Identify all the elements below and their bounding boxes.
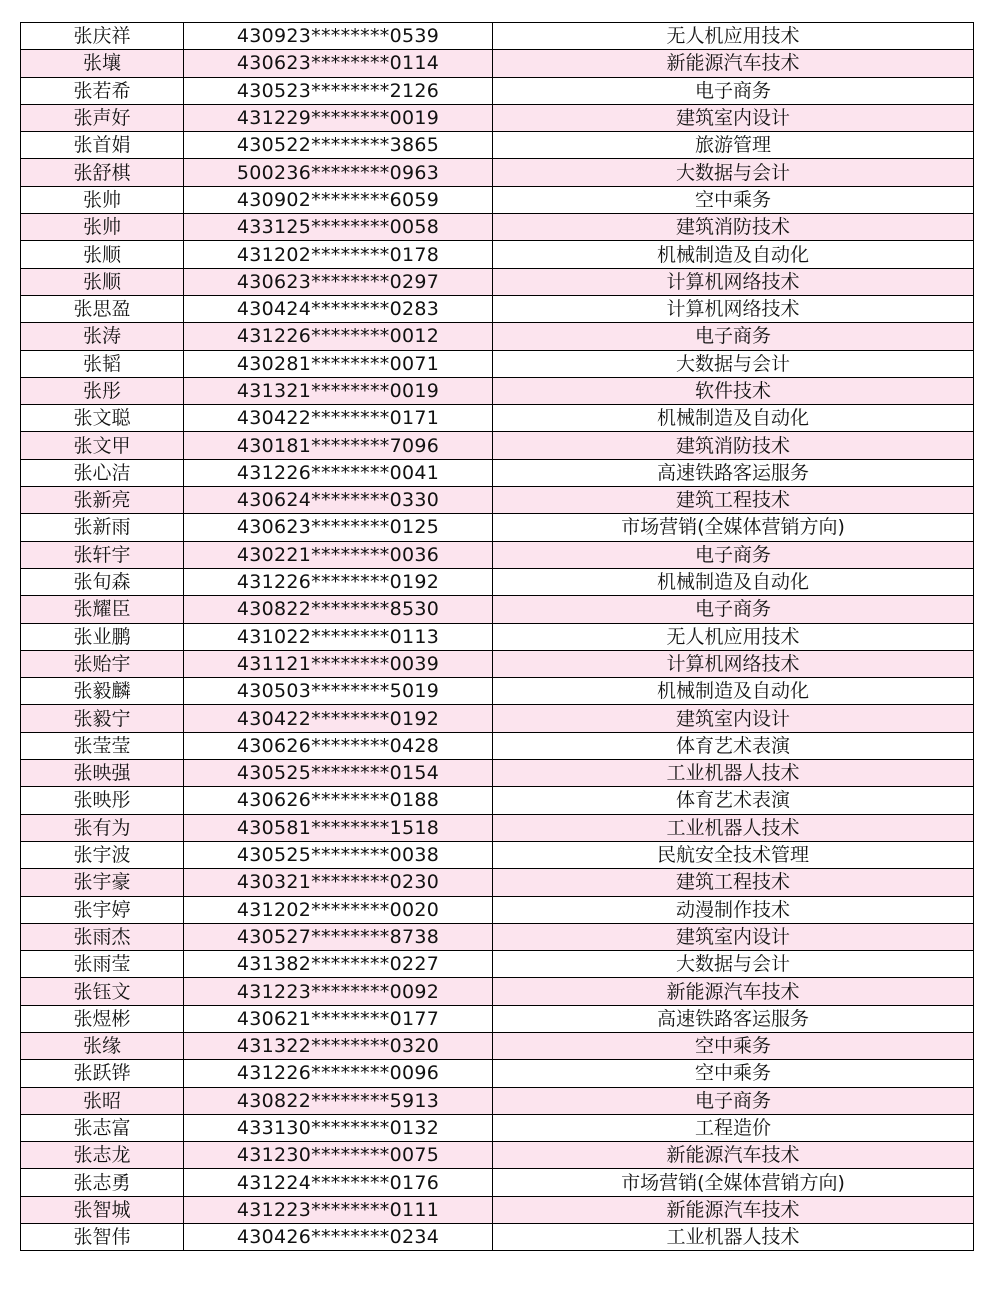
major-cell: 动漫制作技术 bbox=[493, 896, 974, 923]
student-name-cell: 张首娟 bbox=[21, 132, 184, 159]
id-number-cell: 431226********0192 bbox=[184, 568, 493, 595]
table-row bbox=[21, 1224, 974, 1251]
table-row bbox=[21, 186, 974, 213]
major-cell: 电子商务 bbox=[493, 323, 974, 350]
table-row bbox=[21, 1169, 974, 1196]
id-number-cell: 430626********0188 bbox=[184, 787, 493, 814]
id-number-cell: 430525********0154 bbox=[184, 760, 493, 787]
student-name-cell: 张思盈 bbox=[21, 295, 184, 322]
id-number-cell: 430623********0114 bbox=[184, 50, 493, 77]
id-number-cell: 430424********0283 bbox=[184, 295, 493, 322]
student-name-cell: 张舒棋 bbox=[21, 159, 184, 186]
table-row bbox=[21, 568, 974, 595]
major-cell: 工程造价 bbox=[493, 1114, 974, 1141]
table-row bbox=[21, 50, 974, 77]
id-number-cell: 430822********8530 bbox=[184, 596, 493, 623]
id-number-cell: 433130********0132 bbox=[184, 1114, 493, 1141]
table-row bbox=[21, 487, 974, 514]
student-name-cell: 张涛 bbox=[21, 323, 184, 350]
table-row bbox=[21, 841, 974, 868]
table-row bbox=[21, 678, 974, 705]
major-cell: 市场营销(全媒体营销方向) bbox=[493, 1169, 974, 1196]
student-name-cell: 张智伟 bbox=[21, 1224, 184, 1251]
table-row bbox=[21, 596, 974, 623]
major-cell: 建筑工程技术 bbox=[493, 487, 974, 514]
major-cell: 体育艺术表演 bbox=[493, 732, 974, 759]
id-number-cell: 430426********0234 bbox=[184, 1224, 493, 1251]
table-row bbox=[21, 132, 974, 159]
id-number-cell: 431202********0178 bbox=[184, 241, 493, 268]
major-cell: 机械制造及自动化 bbox=[493, 678, 974, 705]
student-name-cell: 张志勇 bbox=[21, 1169, 184, 1196]
major-cell: 建筑室内设计 bbox=[493, 705, 974, 732]
student-name-cell: 张钰文 bbox=[21, 978, 184, 1005]
major-cell: 计算机网络技术 bbox=[493, 295, 974, 322]
id-number-cell: 430321********0230 bbox=[184, 869, 493, 896]
id-number-cell: 431223********0092 bbox=[184, 978, 493, 1005]
table-row bbox=[21, 1114, 974, 1141]
major-cell: 建筑室内设计 bbox=[493, 104, 974, 131]
major-cell: 电子商务 bbox=[493, 1087, 974, 1114]
table-row bbox=[21, 650, 974, 677]
student-name-cell: 张文聪 bbox=[21, 405, 184, 432]
major-cell: 高速铁路客运服务 bbox=[493, 459, 974, 486]
student-name-cell: 张毅麟 bbox=[21, 678, 184, 705]
student-name-cell: 张宇豪 bbox=[21, 869, 184, 896]
id-number-cell: 430581********1518 bbox=[184, 814, 493, 841]
major-cell: 建筑消防技术 bbox=[493, 432, 974, 459]
student-name-cell: 张雨杰 bbox=[21, 923, 184, 950]
major-cell: 空中乘务 bbox=[493, 186, 974, 213]
major-cell: 工业机器人技术 bbox=[493, 814, 974, 841]
student-name-cell: 张雨莹 bbox=[21, 951, 184, 978]
table-row bbox=[21, 732, 974, 759]
table-row bbox=[21, 787, 974, 814]
student-name-cell: 张顺 bbox=[21, 268, 184, 295]
student-name-cell: 张旬森 bbox=[21, 568, 184, 595]
table-row bbox=[21, 104, 974, 131]
id-number-cell: 430181********7096 bbox=[184, 432, 493, 459]
student-name-cell: 张顺 bbox=[21, 241, 184, 268]
table-row bbox=[21, 214, 974, 241]
major-cell: 新能源汽车技术 bbox=[493, 1196, 974, 1223]
table-row bbox=[21, 1032, 974, 1059]
id-number-cell: 430621********0177 bbox=[184, 1005, 493, 1032]
table-row bbox=[21, 978, 974, 1005]
major-cell: 高速铁路客运服务 bbox=[493, 1005, 974, 1032]
student-name-cell: 张帅 bbox=[21, 186, 184, 213]
table-row bbox=[21, 896, 974, 923]
student-name-cell: 张彤 bbox=[21, 377, 184, 404]
table-row bbox=[21, 623, 974, 650]
table-row bbox=[21, 432, 974, 459]
major-cell: 电子商务 bbox=[493, 77, 974, 104]
id-number-cell: 430503********5019 bbox=[184, 678, 493, 705]
student-name-cell: 张智城 bbox=[21, 1196, 184, 1223]
major-cell: 空中乘务 bbox=[493, 1032, 974, 1059]
student-name-cell: 张心洁 bbox=[21, 459, 184, 486]
major-cell: 新能源汽车技术 bbox=[493, 50, 974, 77]
student-name-cell: 张新亮 bbox=[21, 487, 184, 514]
table-row bbox=[21, 159, 974, 186]
student-name-cell: 张文甲 bbox=[21, 432, 184, 459]
table-row bbox=[21, 541, 974, 568]
id-number-cell: 431226********0096 bbox=[184, 1060, 493, 1087]
student-name-cell: 张若希 bbox=[21, 77, 184, 104]
student-name-cell: 张新雨 bbox=[21, 514, 184, 541]
id-number-cell: 430422********0171 bbox=[184, 405, 493, 432]
student-name-cell: 张志富 bbox=[21, 1114, 184, 1141]
id-number-cell: 430623********0125 bbox=[184, 514, 493, 541]
table-row bbox=[21, 814, 974, 841]
table-row bbox=[21, 1060, 974, 1087]
table-row bbox=[21, 923, 974, 950]
major-cell: 新能源汽车技术 bbox=[493, 1142, 974, 1169]
roster-body bbox=[21, 23, 974, 1251]
student-name-cell: 张声好 bbox=[21, 104, 184, 131]
student-name-cell: 张庆祥 bbox=[21, 23, 184, 50]
major-cell: 体育艺术表演 bbox=[493, 787, 974, 814]
id-number-cell: 431202********0020 bbox=[184, 896, 493, 923]
student-name-cell: 张韬 bbox=[21, 350, 184, 377]
table-row bbox=[21, 268, 974, 295]
table-row bbox=[21, 869, 974, 896]
id-number-cell: 430626********0428 bbox=[184, 732, 493, 759]
table-row bbox=[21, 951, 974, 978]
major-cell: 无人机应用技术 bbox=[493, 623, 974, 650]
major-cell: 机械制造及自动化 bbox=[493, 241, 974, 268]
id-number-cell: 430221********0036 bbox=[184, 541, 493, 568]
major-cell: 大数据与会计 bbox=[493, 350, 974, 377]
major-cell: 软件技术 bbox=[493, 377, 974, 404]
id-number-cell: 430527********8738 bbox=[184, 923, 493, 950]
major-cell: 工业机器人技术 bbox=[493, 1224, 974, 1251]
major-cell: 电子商务 bbox=[493, 596, 974, 623]
id-number-cell: 430923********0539 bbox=[184, 23, 493, 50]
table-row bbox=[21, 377, 974, 404]
student-name-cell: 张毅宁 bbox=[21, 705, 184, 732]
table-row bbox=[21, 1196, 974, 1223]
id-number-cell: 500236********0963 bbox=[184, 159, 493, 186]
id-number-cell: 430624********0330 bbox=[184, 487, 493, 514]
id-number-cell: 431230********0075 bbox=[184, 1142, 493, 1169]
major-cell: 大数据与会计 bbox=[493, 159, 974, 186]
major-cell: 大数据与会计 bbox=[493, 951, 974, 978]
student-name-cell: 张煜彬 bbox=[21, 1005, 184, 1032]
major-cell: 民航安全技术管理 bbox=[493, 841, 974, 868]
id-number-cell: 430822********5913 bbox=[184, 1087, 493, 1114]
table-row bbox=[21, 705, 974, 732]
table-row bbox=[21, 23, 974, 50]
id-number-cell: 431229********0019 bbox=[184, 104, 493, 131]
id-number-cell: 431382********0227 bbox=[184, 951, 493, 978]
table-row bbox=[21, 350, 974, 377]
table-row bbox=[21, 459, 974, 486]
student-name-cell: 张志龙 bbox=[21, 1142, 184, 1169]
table-row bbox=[21, 77, 974, 104]
student-name-cell: 张轩宇 bbox=[21, 541, 184, 568]
student-name-cell: 张贻宇 bbox=[21, 650, 184, 677]
major-cell: 计算机网络技术 bbox=[493, 650, 974, 677]
table-row bbox=[21, 241, 974, 268]
id-number-cell: 431321********0019 bbox=[184, 377, 493, 404]
table-row bbox=[21, 1005, 974, 1032]
id-number-cell: 431226********0012 bbox=[184, 323, 493, 350]
student-name-cell: 张宇婷 bbox=[21, 896, 184, 923]
table-row bbox=[21, 405, 974, 432]
id-number-cell: 431022********0113 bbox=[184, 623, 493, 650]
major-cell: 空中乘务 bbox=[493, 1060, 974, 1087]
id-number-cell: 431223********0111 bbox=[184, 1196, 493, 1223]
id-number-cell: 430525********0038 bbox=[184, 841, 493, 868]
id-number-cell: 430522********3865 bbox=[184, 132, 493, 159]
id-number-cell: 431226********0041 bbox=[184, 459, 493, 486]
major-cell: 建筑消防技术 bbox=[493, 214, 974, 241]
student-name-cell: 张跃铧 bbox=[21, 1060, 184, 1087]
student-name-cell: 张映强 bbox=[21, 760, 184, 787]
major-cell: 建筑室内设计 bbox=[493, 923, 974, 950]
major-cell: 机械制造及自动化 bbox=[493, 405, 974, 432]
table-row bbox=[21, 1087, 974, 1114]
student-roster-table bbox=[20, 22, 974, 1251]
id-number-cell: 430623********0297 bbox=[184, 268, 493, 295]
major-cell: 电子商务 bbox=[493, 541, 974, 568]
table-row bbox=[21, 323, 974, 350]
major-cell: 无人机应用技术 bbox=[493, 23, 974, 50]
student-name-cell: 张有为 bbox=[21, 814, 184, 841]
major-cell: 机械制造及自动化 bbox=[493, 568, 974, 595]
major-cell: 工业机器人技术 bbox=[493, 760, 974, 787]
major-cell: 旅游管理 bbox=[493, 132, 974, 159]
student-name-cell: 张业鹏 bbox=[21, 623, 184, 650]
student-name-cell: 张帅 bbox=[21, 214, 184, 241]
student-name-cell: 张莹莹 bbox=[21, 732, 184, 759]
student-name-cell: 张耀臣 bbox=[21, 596, 184, 623]
id-number-cell: 430902********6059 bbox=[184, 186, 493, 213]
id-number-cell: 430281********0071 bbox=[184, 350, 493, 377]
major-cell: 市场营销(全媒体营销方向) bbox=[493, 514, 974, 541]
table-row bbox=[21, 1142, 974, 1169]
id-number-cell: 433125********0058 bbox=[184, 214, 493, 241]
table-row bbox=[21, 760, 974, 787]
student-name-cell: 张宇波 bbox=[21, 841, 184, 868]
id-number-cell: 431224********0176 bbox=[184, 1169, 493, 1196]
id-number-cell: 430422********0192 bbox=[184, 705, 493, 732]
table-row bbox=[21, 295, 974, 322]
table-row bbox=[21, 514, 974, 541]
major-cell: 新能源汽车技术 bbox=[493, 978, 974, 1005]
major-cell: 建筑工程技术 bbox=[493, 869, 974, 896]
student-name-cell: 张壤 bbox=[21, 50, 184, 77]
major-cell: 计算机网络技术 bbox=[493, 268, 974, 295]
student-name-cell: 张昭 bbox=[21, 1087, 184, 1114]
id-number-cell: 431121********0039 bbox=[184, 650, 493, 677]
id-number-cell: 431322********0320 bbox=[184, 1032, 493, 1059]
id-number-cell: 430523********2126 bbox=[184, 77, 493, 104]
student-name-cell: 张映彤 bbox=[21, 787, 184, 814]
student-name-cell: 张缘 bbox=[21, 1032, 184, 1059]
